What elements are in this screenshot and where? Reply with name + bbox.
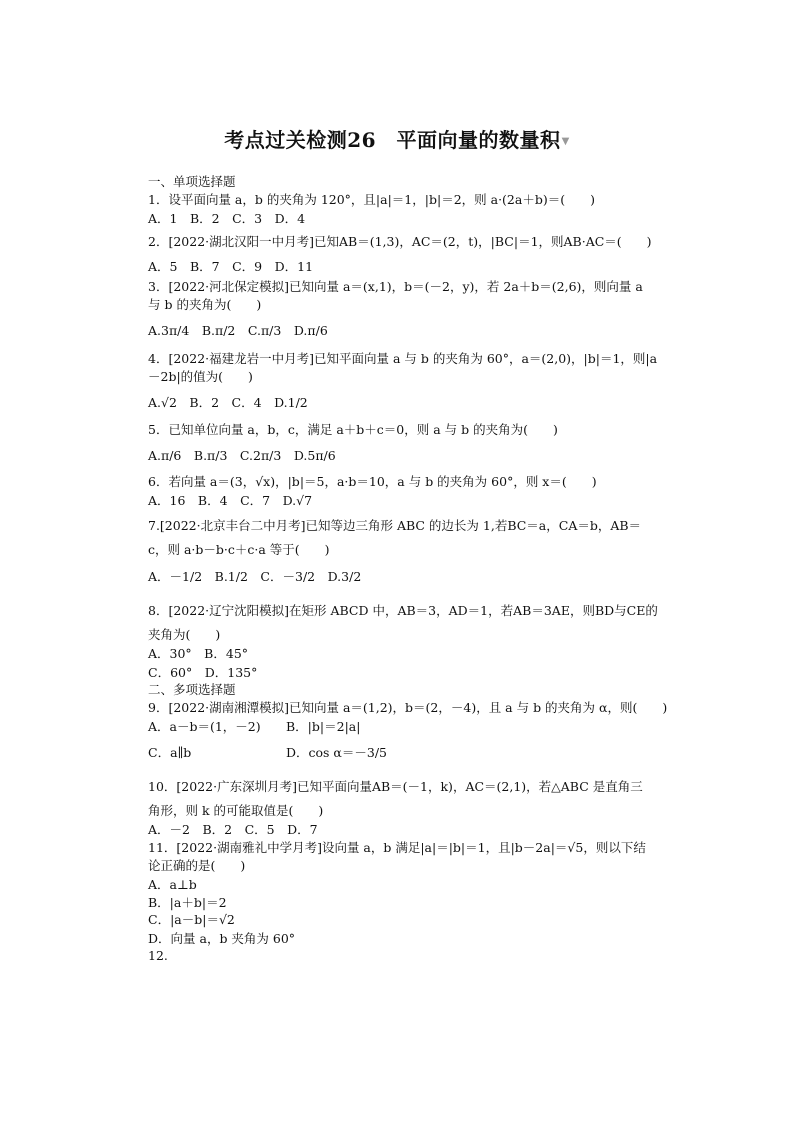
section-multi-choice: 二、多项选择题 [148, 682, 236, 697]
question-1: 1．设平面向量 a，b 的夹角为 120°，且|a|＝1，|b|＝2，则 a·(2a＋b)＝( ) [148, 192, 595, 207]
question-11-option-a: A．a⊥b [148, 877, 197, 892]
question-9-option-b: B．|b|＝2|a| [286, 719, 361, 734]
question-9-option-d: D．cos α＝－3/5 [286, 745, 387, 760]
question-8-options-cd: C．60° D．135° [148, 665, 258, 680]
title-text: 考点过关检测26 平面向量的数量积 [224, 128, 561, 152]
question-8-line-1: 8．[2022·辽宁沈阳模拟]在矩形 ABCD 中，AB＝3，AD＝1，若AB＝3AE，则BD与CE的 [148, 603, 658, 618]
question-7-line-2: c，则 a·b－b·c＋c·a 等于( ) [148, 542, 330, 557]
section-single-choice: 一、单项选择题 [148, 174, 236, 189]
question-5: 5．已知单位向量 a，b，c，满足 a＋b＋c＝0，则 a 与 b 的夹角为( ) [148, 422, 558, 437]
question-1-options: A．1 B．2 C．3 D．4 [148, 211, 306, 226]
page-title [0, 124, 794, 153]
question-11-line-2: 论正确的是( ) [148, 858, 246, 873]
question-9-option-a: A．a－b＝(1，－2) [148, 719, 261, 734]
question-6-options: A．16 B．4 C．7 D.√7 [148, 493, 313, 508]
question-3-options: A.3π/4 B.π/2 C.π/3 D.π/6 [148, 323, 328, 338]
question-8-line-2: 夹角为( ) [148, 627, 221, 642]
question-8-options-ab: A．30° B．45° [148, 646, 249, 661]
question-10-options: A．－2 B．2 C．5 D．7 [148, 822, 318, 837]
question-4-line-2: －2b|的值为( ) [148, 369, 253, 384]
question-11-option-d: D．向量 a，b 夹角为 60° [148, 931, 296, 946]
question-4-options: A.√2 B．2 C．4 D.1/2 [148, 395, 308, 410]
question-9: 9．[2022·湖南湘潭模拟]已知向量 a＝(1,2)，b＝(2，－4)，且 a 与 b 的夹角为 α，则( ) [148, 700, 668, 715]
question-10-line-1: 10．[2022·广东深圳月考]已知平面向量AB＝(－1，k)，AC＝(2,1)，若△ABC 是直角三 [148, 779, 643, 794]
question-11-option-b: B．|a＋b|＝2 [148, 895, 227, 910]
question-4-line-1: 4．[2022·福建龙岩一中月考]已知平面向量 a 与 b 的夹角为 60°，a＝(2,0)，|b|＝1，则|a [148, 351, 658, 366]
question-11-line-1: 11．[2022·湖南雅礼中学月考]设向量 a，b 满足|a|＝|b|＝1，且|b－2a|＝√5，则以下结 [148, 840, 646, 855]
dropdown-triangle-icon: ▼ [561, 136, 570, 147]
question-2-options: A．5 B．7 C．9 D．11 [148, 259, 314, 274]
question-7-options: A．－1/2 B.1/2 C．－3/2 D.3/2 [148, 569, 362, 584]
question-9-option-c: C．a∥b [148, 745, 192, 760]
question-2: 2．[2022·湖北汉阳一中月考]已知AB＝(1,3)，AC＝(2，t)，|BC|＝1，则AB·AC＝( ) [148, 234, 652, 249]
question-12: 12. [148, 948, 168, 963]
question-3-line-1: 3．[2022·河北保定模拟]已知向量 a＝(x,1)，b＝(－2，y)，若 2a＋b＝(2,6)，则向量 a [148, 279, 643, 294]
question-5-options: A.π/6 B.π/3 C.2π/3 D.5π/6 [148, 448, 336, 463]
question-11-option-c: C．|a－b|＝√2 [148, 912, 235, 927]
question-7-line-1: 7.[2022·北京丰台二中月考]已知等边三角形 ABC 的边长为 1,若BC＝a，CA＝b，AB＝ [148, 518, 642, 533]
question-6: 6．若向量 a＝(3，√x)，|b|＝5，a·b＝10，a 与 b 的夹角为 60°，则 x＝( ) [148, 474, 597, 489]
question-3-line-2: 与 b 的夹角为( ) [148, 297, 262, 312]
question-10-line-2: 角形，则 k 的可能取值是( ) [148, 803, 324, 818]
